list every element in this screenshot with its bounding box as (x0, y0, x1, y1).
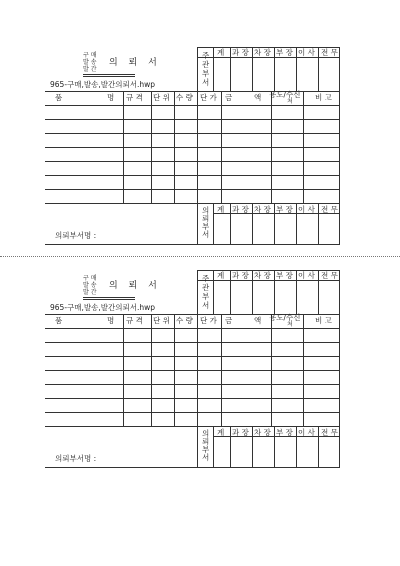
requester-dept-label-2: 의뢰부서명 : (55, 454, 97, 463)
purchase-request-form-2: 주 관 부 서 계 과 장 차 장 부 장 이 사 전 무 구 매 발 송 발 간 의 뢰 서 965-구매,발송,발간의뢰서.hwp 품 명 규 격 단 위 수 량 단 가 금 액 용도/수신 처 비 고 의 뢰 부 서 계 과 장 차 장 부 장 이 사 전 무 의뢰부서명 : (45, 270, 340, 470)
file-name: 965-구매,발송,발간의뢰서.hwp (50, 80, 156, 89)
purchase-request-form-1: 주 관 부 서 계 과 장 차 장 부 장 이 사 전 무 구 매 발 송 발 간 의 뢰 서 965-구매,발송,발간의뢰서.hwp 품 명 규 격 단 위 수 량 단 가 금 액 용도/수신 처 비 고 의 뢰 부 서 계 과 장 차 장 부 장 이 사 전 무 의뢰부서명 : (45, 47, 340, 247)
file-name-2: 965-구매,발송,발간의뢰서.hwp (50, 303, 156, 312)
dept-label-top-2: 주 (202, 274, 210, 283)
col-item: 품 (55, 93, 63, 102)
approval-director: 이 사 (298, 48, 315, 57)
approval-staff: 계 (217, 48, 225, 57)
tear-line (0, 256, 400, 257)
col-unit: 단 위 (153, 93, 170, 102)
dept-label-bottom-1: 의 (202, 206, 210, 215)
form-title-2: 의 뢰 서 (109, 281, 161, 291)
form-title: 의 뢰 서 (109, 58, 161, 68)
col-spec: 규 격 (126, 93, 143, 102)
dept-label-top-1: 주 (202, 51, 210, 60)
approval-head: 부 장 (276, 48, 293, 57)
approval-manager: 과 장 (232, 48, 249, 57)
col-remarks: 비 고 (315, 93, 332, 102)
col-qty: 수 량 (176, 93, 193, 102)
approval-executive: 전 무 (321, 48, 338, 57)
col-item-b: 명 (107, 93, 115, 102)
approval-deputy: 차 장 (254, 48, 271, 57)
col-purpose: 용도/수신 (269, 90, 301, 99)
col-amount: 금 (225, 93, 233, 102)
requester-dept-label: 의뢰부서명 : (55, 231, 97, 240)
title-publish: 발 간 (83, 66, 97, 73)
col-amount-b: 액 (254, 93, 262, 102)
col-price: 단 가 (200, 93, 217, 102)
title-purchase: 구 매 (83, 52, 97, 59)
title-send: 발 송 (83, 59, 97, 66)
